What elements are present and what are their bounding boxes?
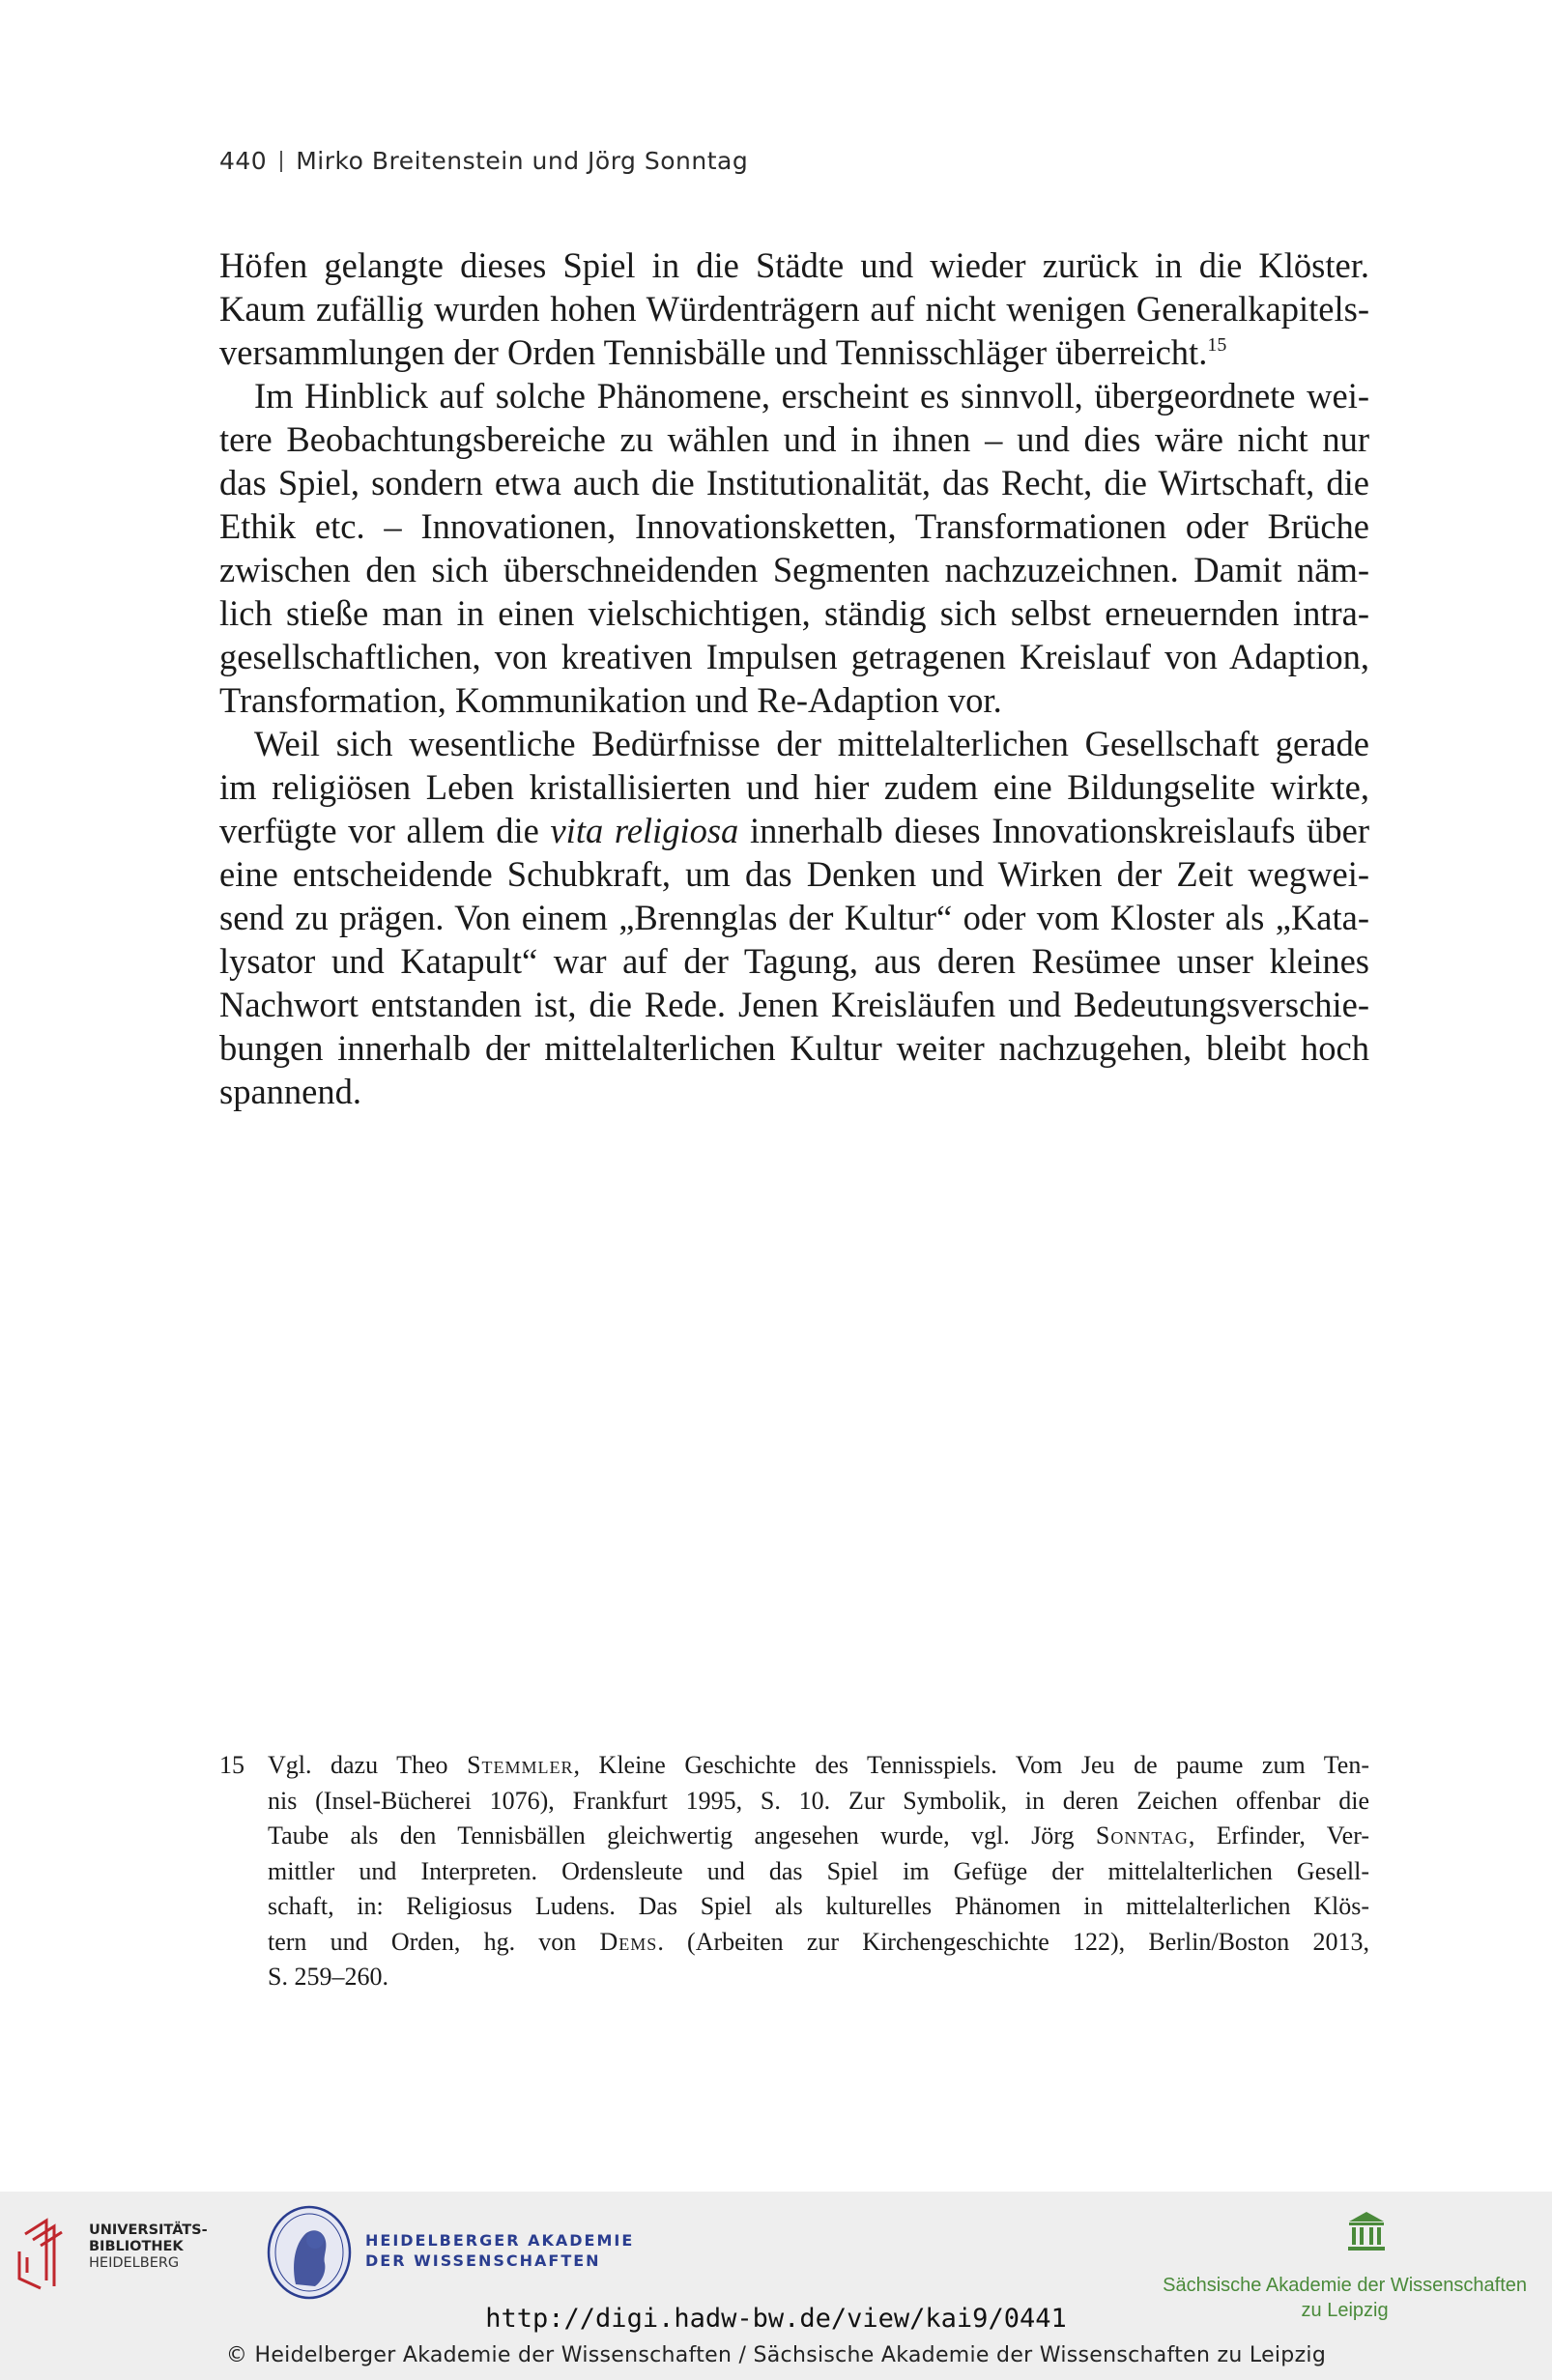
running-head-authors: Mirko Breitenstein und Jörg Sonntag (296, 147, 749, 175)
university-library-name[interactable] (89, 2222, 208, 2272)
saw-line: zu Leipzig (1301, 2300, 1389, 2321)
academy-seal-icon[interactable] (267, 2205, 352, 2300)
italic-term: vita religiosa (550, 811, 739, 850)
text-line: eine entscheidende Schubkraft, um das Denken und Wirken der Zeit wegwei- (219, 854, 1369, 894)
ub-line: BIBLIOTHEK (89, 2239, 184, 2254)
running-head-separator (280, 151, 282, 172)
footnote-line: S. 259–260. (268, 1963, 388, 1991)
text-segment: Taube als den Tennisbällen gleichwertig angesehen wurde, vgl. Jörg (268, 1821, 1096, 1850)
footnote-line (268, 1819, 1369, 1854)
footnote-line: schaft, in: Religiosus Ludens. Das Spiel als kulturelles Phänomen in mittelalterlichen Klös- (268, 1892, 1369, 1920)
footnote-reference[interactable]: 15 (1207, 334, 1227, 356)
footnote-body (268, 1748, 1369, 1995)
page-number: 440 (219, 147, 268, 175)
copyright-notice: © Heidelberger Akademie der Wissenschaften / Sächsische Akademie der Wissenschaften zu Leipzig (225, 2343, 1327, 2367)
ub-line: HEIDELBERG (89, 2255, 180, 2271)
footnote (219, 1748, 1369, 1995)
text-line: im religiösen Leben kristallisierten und hier zudem eine Bildungselite wirkte, (219, 767, 1369, 807)
footnote-number: 15 (219, 1751, 244, 1779)
text-line: Nachwort entstanden ist, die Rede. Jenen Kreisläufen und Bedeutungsverschie- (219, 985, 1369, 1024)
academy-name[interactable] (365, 2230, 634, 2271)
footnote-line (268, 1748, 1369, 1784)
author-name: Dems (599, 1927, 658, 1956)
text-line (219, 330, 1369, 374)
text-line: das Spiel, sondern etwa auch die Institutionalität, das Recht, die Wirtschaft, die (219, 463, 1369, 502)
author-name: Stemmler (467, 1751, 574, 1779)
ub-line: UNIVERSITÄTS- (89, 2222, 208, 2238)
body-text (219, 244, 1369, 1113)
text-line: gesellschaftlichen, von kreativen Impulsen getragenen Kreislauf von Adaption, (219, 637, 1369, 676)
text-segment: , Kleine Geschichte des Tennisspiels. Vom Jeu de paume zum Ten- (573, 1751, 1369, 1779)
running-head (219, 147, 748, 175)
document-url-link[interactable]: http://digi.hadw-bw.de/view/kai9/0441 (485, 2304, 1067, 2334)
footnote-line: mittler und Interpreten. Ordensleute und das Spiel im Gefüge der mittelalterlichen Gesell- (268, 1856, 1369, 1885)
text-line: Im Hinblick auf solche Phänomene, erscheint es sinnvoll, übergeordnete wei- (254, 376, 1369, 416)
text-line: lich stieße man in einen vielschichtigen, ständig sich selbst erneuernden intra- (219, 593, 1369, 633)
footnote-line: nis (Insel-Bücherei 1076), Frankfurt 1995, S. 10. Zur Symbolik, in deren Zeichen offenbar die (268, 1786, 1369, 1815)
text-line: bungen innerhalb der mittelalterlichen Kultur weiter nachzugehen, bleibt hoch (219, 1028, 1369, 1068)
text-line: Ethik etc. – Innovationen, Innovationsketten, Transformationen oder Brüche (219, 506, 1369, 546)
text-segment: tern und Orden, hg. von (268, 1927, 600, 1956)
text-segment: . (Arbeiten zur Kirchengeschichte 122), Berlin/Boston 2013, (657, 1927, 1369, 1956)
text-line (219, 809, 1369, 852)
author-name: Sonntag (1095, 1821, 1189, 1850)
text-line: Höfen gelangte dieses Spiel in die Städte und wieder zurück in die Klöster. (219, 245, 1369, 285)
university-library-logo-icon[interactable] (17, 2213, 85, 2290)
text-line: spannend. (219, 1072, 361, 1111)
saw-line: Sächsische Akademie der Wissenschaften (1163, 2275, 1527, 2296)
footnote-line (268, 1925, 1369, 1961)
text-line: zwischen den sich überschneidenden Segmenten nachzuzeichnen. Damit näm- (219, 550, 1369, 589)
text-segment: Vgl. dazu Theo (268, 1751, 468, 1779)
text-line: Weil sich wesentliche Bedürfnisse der mittelalterlichen Gesellschaft gerade (254, 724, 1369, 763)
text-line: tere Beobachtungsbereiche zu wählen und in ihnen – und dies wäre nicht nur (219, 419, 1369, 459)
saxon-academy-building-icon[interactable] (1345, 2210, 1388, 2252)
text-line: Kaum zufällig wurden hohen Würdenträgern auf nicht wenigen Generalkapitels- (219, 289, 1369, 329)
text-line: send zu prägen. Von einem „Brennglas der Kultur“ oder vom Kloster als „Kata- (219, 898, 1369, 937)
hadw-line: DER WISSENSCHAFTEN (365, 2251, 601, 2270)
text-segment: versammlungen der Orden Tennisbälle und Tennisschläger überreicht. (219, 332, 1208, 372)
hadw-line: HEIDELBERGER AKADEMIE (365, 2231, 635, 2250)
text-line: lysator und Katapult“ war auf der Tagung, aus deren Resümee unser kleines (219, 941, 1369, 981)
text-segment: , Erfinder, Ver- (1188, 1821, 1370, 1850)
text-segment: verfügte vor allem die (219, 811, 551, 850)
text-segment: innerhalb dieses Innovationskreislaufs über (738, 811, 1369, 850)
text-line: Transformation, Kommunikation und Re-Adaption vor. (219, 680, 1002, 720)
